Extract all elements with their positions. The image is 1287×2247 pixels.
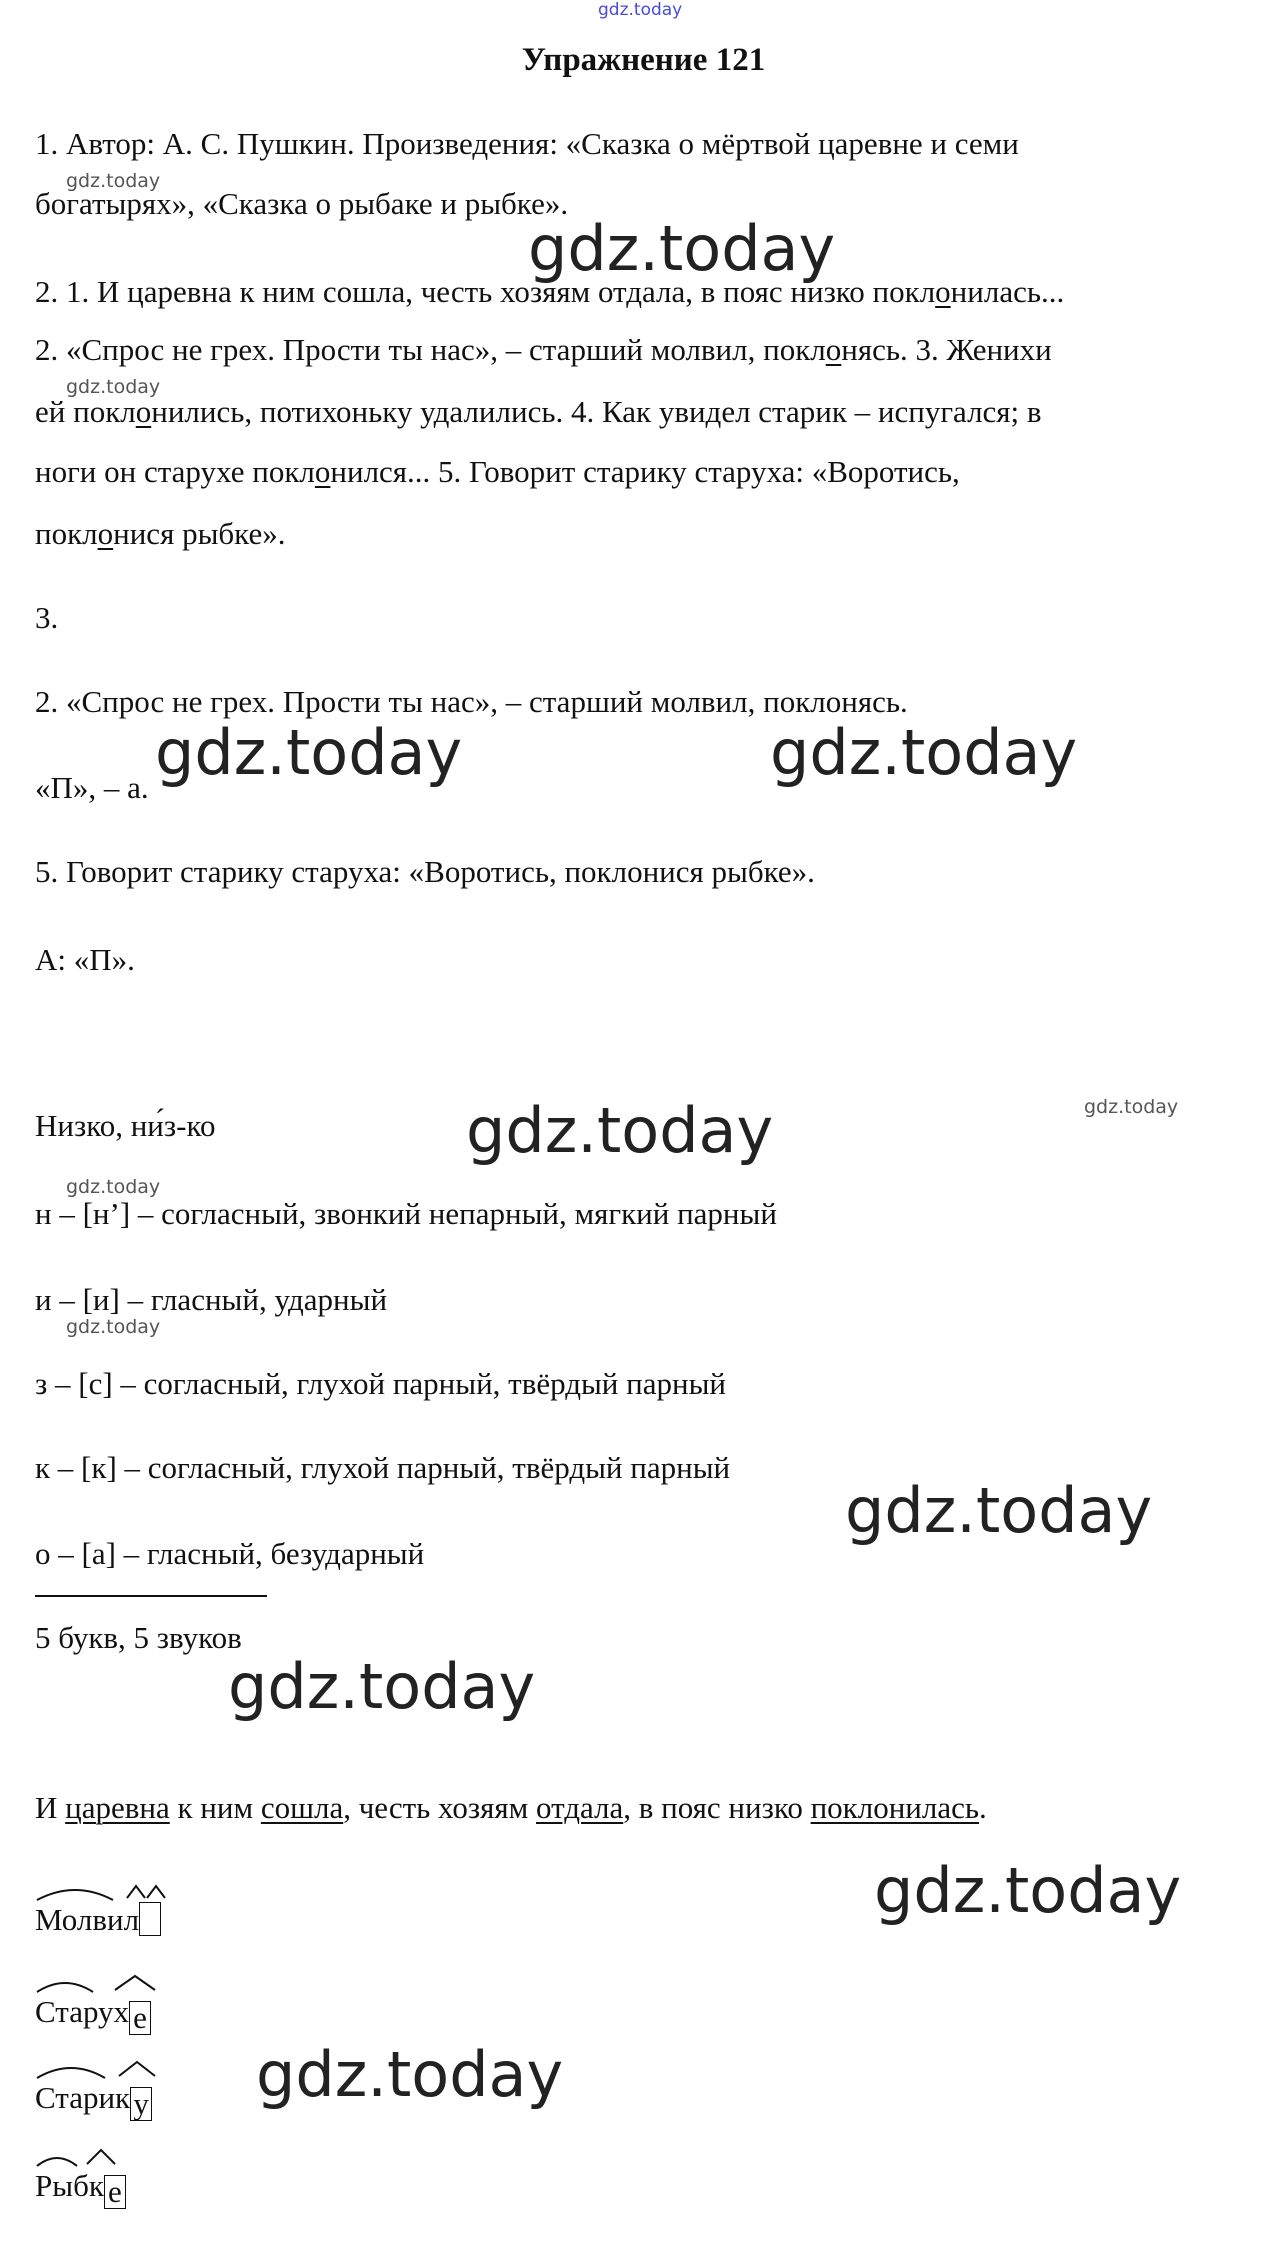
answer-1-line-2: богатырях», «Сказка о рыбаке и рыбке». (35, 186, 569, 221)
highlighted-vowel: о (935, 274, 951, 309)
highlighted-vowel: о (825, 332, 842, 367)
answer-2-line-3: ей поклонились, потихоньку удалились. 4. Как увидел старик – испугался; в (35, 394, 1042, 429)
morpheme-marks (35, 2056, 195, 2080)
sentence-direct-speech-2: 5. Говорит старику старуха: «Воротись, поклонися рыбке». (35, 854, 815, 889)
morpheme-marks (35, 1878, 195, 1902)
answer-2-line-2: 2. «Спрос не грех. Прости ты нас», – старший молвил, поклонясь. 3. Женихи (35, 332, 1052, 367)
predicate-word: царевна (65, 1790, 170, 1825)
ending-box: е (104, 2175, 126, 2209)
watermark-top: gdz.today (598, 0, 683, 20)
phonetic-row: к – [к] – согласный, глухой парный, твёрдый парный (35, 1450, 731, 1485)
highlighted-vowel: о (314, 454, 331, 489)
watermark-small: gdz.today (66, 170, 161, 192)
ending-box (139, 1902, 161, 1936)
watermark-small: gdz.today (66, 1176, 161, 1198)
answer-2-line-5: поклонися рыбке». (35, 516, 286, 551)
divider (35, 1595, 267, 1597)
page-title: Упражнение 121 (521, 42, 766, 78)
morpheme-marks (35, 2144, 195, 2168)
watermark-small: gdz.today (66, 376, 161, 398)
answer-1-line-1: 1. Автор: А. С. Пушкин. Произведения: «Сказка о мёртвой царевне и семи (35, 126, 1019, 161)
morpheme-word: Старик у (35, 2078, 152, 2121)
answer-3-number: 3. (35, 600, 59, 635)
scheme-2: А: «П». (35, 942, 135, 977)
watermark-big: gdz.today (528, 212, 836, 285)
morpheme-word: Рыбк е (35, 2166, 126, 2209)
watermark-big: gdz.today (256, 2038, 564, 2111)
watermark-big: gdz.today (845, 1474, 1153, 1547)
sentence-direct-speech-1: 2. «Спрос не грех. Прости ты нас», – старший молвил, поклонясь. (35, 684, 908, 719)
ending-box: е (129, 2001, 151, 2035)
phonetic-row: н – [н’] – согласный, звонкий непарный, мягкий парный (35, 1196, 777, 1231)
highlighted-vowel: о (135, 394, 152, 429)
highlighted-vowel: о (97, 516, 114, 551)
morpheme-marks (35, 1970, 195, 1994)
phonetic-row: з – [с] – согласный, глухой парный, твёрдый парный (35, 1366, 727, 1401)
watermark-big: gdz.today (770, 716, 1078, 789)
phonetic-row: и – [и] – гласный, ударный (35, 1282, 388, 1317)
predicate-word: сошла (260, 1790, 344, 1825)
watermark-big: gdz.today (874, 1854, 1182, 1927)
predicate-word: поклонилась (810, 1790, 980, 1825)
morpheme-word: Старух е (35, 1992, 151, 2035)
ending-box: у (130, 2087, 152, 2121)
watermark-small: gdz.today (1084, 1096, 1179, 1118)
phonetic-word: Низко, ни́з-ко (35, 1108, 216, 1143)
answer-2-line-4: ноги он старухе поклонился... 5. Говорит старику старуха: «Воротись, (35, 454, 960, 489)
watermark-big: gdz.today (228, 1650, 536, 1723)
morpheme-word: Молвил (35, 1900, 161, 1940)
watermark-big: gdz.today (155, 716, 463, 789)
sentence-predicates: И царевна к ним сошла, честь хозяям отдала, в пояс низко поклонилась. (35, 1790, 987, 1825)
watermark-small: gdz.today (66, 1316, 161, 1338)
scheme-1: «П», – а. (35, 770, 149, 805)
watermark-big: gdz.today (466, 1094, 774, 1167)
phonetic-row: о – [а] – гласный, безударный (35, 1536, 425, 1571)
answer-2-line-1: 2. 1. И царевна к ним сошла, честь хозяям отдала, в пояс низко поклонилась... (35, 274, 1065, 309)
phonetic-summary: 5 букв, 5 звуков (35, 1620, 242, 1655)
predicate-word: отдала (536, 1790, 624, 1825)
